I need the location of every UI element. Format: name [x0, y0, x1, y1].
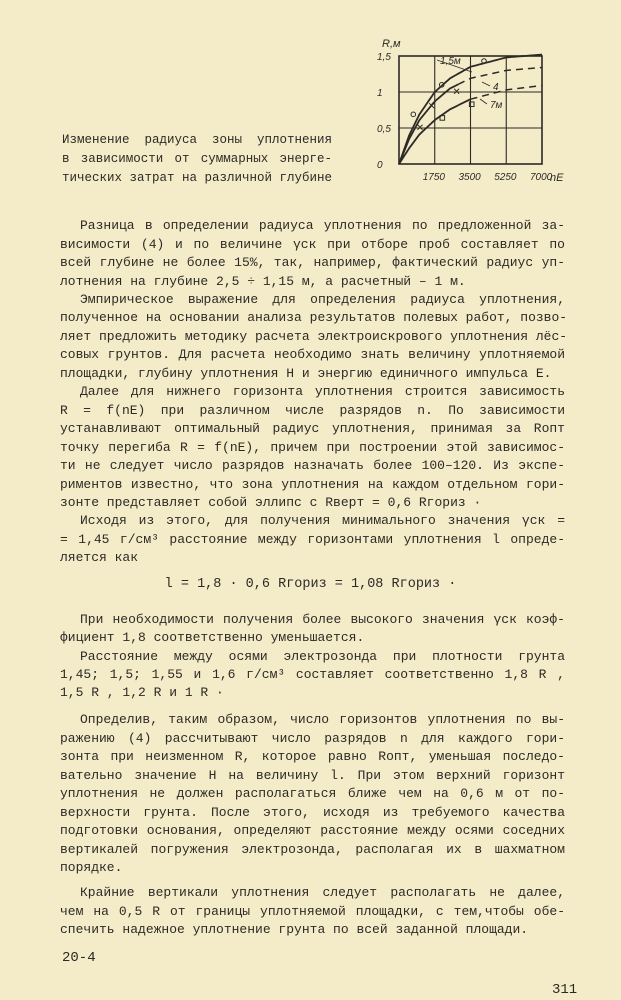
series-label: 1,5м: [440, 56, 461, 67]
body-text-line: Расстояние между осями электрозонда при плотности грунта: [80, 649, 565, 664]
body-text-line: 1,45; 1,5; 1,55 и 1,6 г/см³ составляет соответственно 1,8 R ,: [60, 667, 565, 682]
body-text-line: ляется как: [60, 550, 139, 565]
data-point-circle: [411, 112, 416, 117]
body-text-line: полученное на основании анализа результатов полевых работ, позво-: [60, 310, 568, 325]
body-text-line: лотнения на глубине 2,5 ÷ 1,15 м, а расчетный – 1 м.: [60, 274, 466, 289]
body-text-line: Эмпирическое выражение для определения радиуса уплотнения,: [80, 292, 565, 307]
series-label: 4: [493, 82, 499, 93]
data-point-cross: [418, 125, 423, 130]
body-text-line: ти не следует число разрядов назначать более 100–120. Из экспе-: [60, 458, 565, 473]
body-text-line: площадки, глубину уплотнения H и энергию единичного импульса E.: [60, 366, 552, 381]
signature-mark: 20-4: [62, 950, 96, 966]
body-text-line: 1,5 R , 1,2 R и 1 R ·: [60, 685, 224, 700]
body-text-line: ляет предложить методику расчета электроискрового уплотнения лёс-: [60, 329, 568, 344]
y-tick-label: 0,5: [377, 124, 391, 135]
body-text-line: устанавливают оптимальный радиус уплотнения, принимая за Rопт: [60, 421, 565, 436]
body-text-line: точку перегиба R = f(nE), причем при построении этой зависимос-: [60, 440, 565, 455]
body-text-line: Крайние вертикали уплотнения следует располагать не далее,: [80, 885, 565, 900]
page-number: 311: [552, 982, 578, 998]
body-text-line: спечить надежное уплотнение грунта по всей заданной площади.: [60, 922, 529, 937]
body-text-line: риментов известно, что зона уплотнения на каждом отдельном гори-: [60, 477, 565, 492]
body-text-line: R = f(nE) при различном числе разрядов n. По зависимости: [60, 403, 565, 418]
body-text-line: зонта при неизменном R, которое равно Rопт, уменьшая последо-: [60, 749, 565, 764]
body-text-line: При необходимости получения более высокого значения γск коэф-: [80, 612, 565, 627]
figure-caption-line: в зависимости от суммарных энерге-: [62, 152, 332, 166]
body-text-line: вертикалей погружения электрозонда, располагая их в шахматном: [60, 842, 565, 857]
body-text-line: висимости (4) и по величине γск при отборе проб составляет по: [60, 237, 565, 252]
body-text-line: Определив, таким образом, число горизонтов уплотнения по вы-: [80, 712, 565, 727]
x-tick-label: 3500: [458, 172, 481, 183]
body-text-line: подготовки основания, определяют расстояние между осями соседних: [60, 823, 565, 838]
body-text-line: Далее для нижнего горизонта уплотнения строится зависимость: [80, 384, 565, 399]
body-text-line: Исходя из этого, для получения минимального значения γск =: [80, 513, 565, 528]
y-axis-label: R,м: [382, 38, 401, 50]
body-text-line: Разница в определении радиуса уплотнения по предложенной за-: [80, 218, 565, 233]
body-text-line: всей глубине не более 15%, так, например, фактический радиус уп-: [60, 255, 565, 270]
y-tick-label: 1,5: [377, 52, 391, 63]
body-text-line: уплотнения не должен располагаться ближе чем на 0,6 м от по-: [60, 786, 565, 801]
body-text-line: зонте представляет собой эллипс с Rверт = 0,6 Rгориз ·: [60, 495, 482, 510]
x-tick-label: 1750: [422, 172, 445, 183]
series-label-leader: [480, 99, 487, 104]
figure-caption-line: тических затрат на различной глубине: [62, 171, 333, 185]
body-text-line: фициент 1,8 соответственно уменьшается.: [60, 630, 365, 645]
y-tick-label: 1: [377, 88, 383, 99]
body-text-line: ражению (4) рассчитывают число разрядов n для каждого гори-: [60, 731, 565, 746]
body-text-line: верхности грунта. После этого, исходя из требуемого качества: [60, 805, 565, 820]
data-point-cross: [454, 89, 459, 94]
x-axis-label: nE: [550, 172, 564, 184]
body-text-line: чем на 0,5 R от границы уплотняемой площадки, с тем,чтобы обе-: [60, 904, 565, 919]
body-text-line: порядке.: [60, 860, 123, 875]
body-text-line: вательно значение H на величину l. При этом верхний горизонт: [60, 768, 565, 783]
body-text-line: совых грунтов. Для расчета необходимо знать величину уплотняемой: [60, 347, 565, 362]
body-text-line: = 1,45 г/см³ расстояние между горизонтами уплотнения l опреде-: [60, 532, 565, 547]
series-line-1: [399, 84, 458, 164]
figure-caption-line: Изменение радиуса зоны уплотнения: [62, 133, 332, 147]
formula: l = 1,8 · 0,6 Rгориз = 1,08 Rгориз ·: [164, 577, 457, 592]
y-tick-label: 0: [377, 160, 383, 171]
x-tick-label: 7000: [530, 172, 553, 183]
radius-vs-energy-chart: [360, 20, 621, 200]
series-label-leader: [482, 82, 490, 86]
x-tick-label: 5250: [494, 172, 517, 183]
series-label: 7м: [490, 100, 503, 111]
